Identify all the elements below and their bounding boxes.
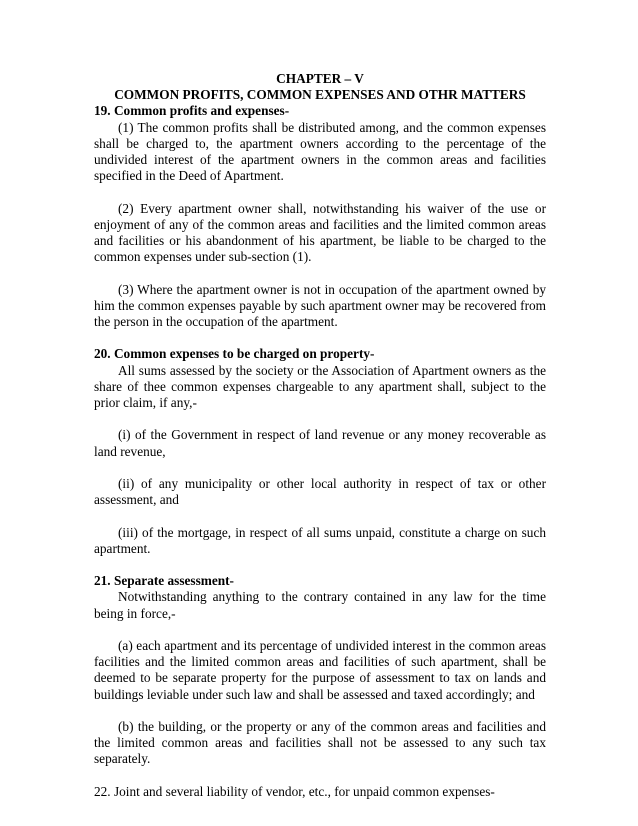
spacer (94, 265, 546, 281)
spacer (94, 703, 546, 719)
section-21-heading: 21. Separate assessment- (94, 573, 234, 589)
spacer (94, 184, 546, 200)
spacer (94, 460, 546, 476)
section-21-paragraph-1: Notwithstanding anything to the contrary contained in any law for the time being in force,- (94, 589, 546, 621)
spacer (94, 768, 546, 784)
section-22-heading: 22. Joint and several liability of vendor, etc., for unpaid common expenses- (94, 783, 495, 799)
section-19-paragraph-1: (1) The common profits shall be distributed among, and the common expenses shall be charged to, the apartment owners according to the percentage of the undivided interest of the apartment owners in the common areas and facilities specified in the Deed of Apartment. (94, 119, 546, 184)
spacer (94, 411, 546, 427)
section-19-paragraph-2: (2) Every apartment owner shall, notwithstanding his waiver of the use or enjoyment of any of the common areas and facilities and the limited common areas and facilities or his abandonment of his apartment, be liable to be charged to the common expenses under sub-section (1). (94, 200, 546, 265)
chapter-title: COMMON PROFITS, COMMON EXPENSES AND OTHR MATTERS (114, 87, 526, 103)
spacer (94, 557, 546, 573)
spacer (94, 508, 546, 524)
section-21-paragraph-3: (b) the building, or the property or any of the common areas and facilities and the limited common areas and facilities shall not be assessed to any such tax separately. (94, 718, 546, 767)
section-19-paragraph-3: (3) Where the apartment owner is not in occupation of the apartment owned by him the common expenses payable by such apartment owner may be recovered from the person in the occupation of the apartment. (94, 281, 546, 330)
section-20-paragraph-1: All sums assessed by the society or the Association of Apartment owners as the share of thee common expenses chargeable to any apartment shall, subject to the prior claim, if any,- (94, 362, 546, 411)
section-20-heading: 20. Common expenses to be charged on property- (94, 346, 375, 362)
document-page (94, 71, 546, 800)
section-20-paragraph-4: (iii) of the mortgage, in respect of all sums unpaid, constitute a charge on such apartment. (94, 524, 546, 556)
spacer (94, 622, 546, 638)
section-21-paragraph-2: (a) each apartment and its percentage of undivided interest in the common areas facilities and the limited common areas and facilities of such apartment, shall be deemed to be separate property for the purpose of assessment to tax on lands and buildings leviable under such law and shall be assessed and taxed accordingly; and (94, 637, 546, 702)
section-20-paragraph-2: (i) of the Government in respect of land revenue or any money recoverable as land revenue, (94, 427, 546, 459)
spacer (94, 330, 546, 346)
chapter-number: CHAPTER – V (276, 71, 364, 86)
section-19-heading: 19. Common profits and expenses- (94, 103, 290, 119)
section-20-paragraph-3: (ii) of any municipality or other local authority in respect of tax or other assessment, and (94, 476, 546, 508)
